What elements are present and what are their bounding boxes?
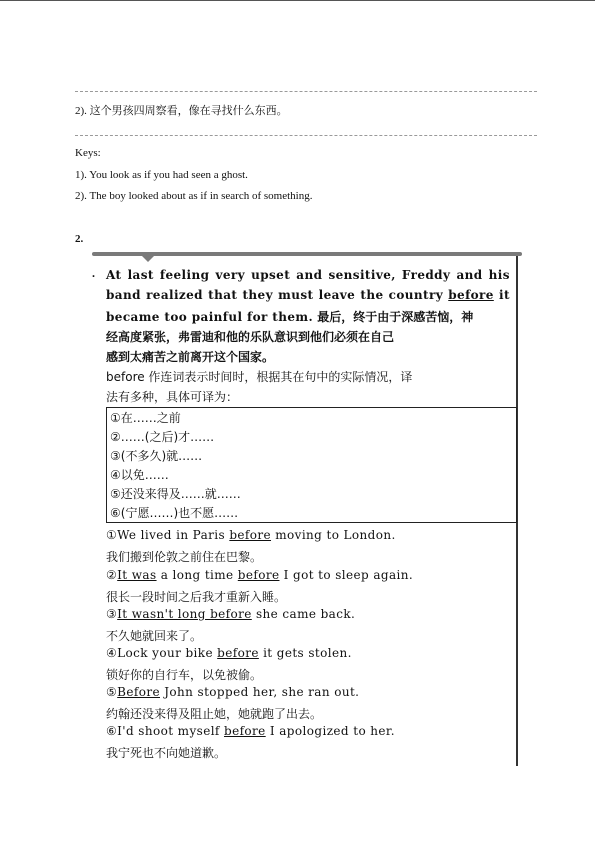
example-number: ② [106,568,118,582]
meaning-item: ⑥(宁愿……)也不愿…… [110,506,239,520]
intro-line-3 [106,308,510,325]
intro-line-3-cn: 最后，终于由于深感苦恼，神 [317,310,474,324]
example-en [106,646,510,660]
example-cn: 不久她就回来了。 [106,629,203,643]
grammar-note-card [92,250,522,770]
meaning-item: ①在……之前 [110,411,181,425]
intro-word: sensitive, [328,268,396,282]
intro-word: Freddy [401,268,451,282]
card-bullet: . [92,266,95,280]
intro-word: his [488,268,510,282]
intro-word: they [242,288,273,302]
page-top-rule [0,0,595,1]
keys-label: Keys: [75,147,101,159]
meaning-item: ③(不多久)就…… [110,449,203,463]
intro-line-5: 感到太痛苦之前离开这个国家。 [106,350,275,364]
example-text: moving to London. [271,528,396,542]
example-text: I'd shoot myself [117,724,224,738]
meaning-item: ④以免…… [110,468,169,482]
example-en [106,528,510,542]
example-underlined: before [237,568,280,582]
intro-word: must [278,288,314,302]
meaning-item: ②……(之后)才…… [110,430,215,444]
example-en [106,568,510,582]
card-top-bar [92,252,522,256]
example-number: ③ [106,607,118,621]
intro-word: and [296,268,323,282]
example-en [106,685,510,699]
intro-word: leave [318,288,356,302]
intro-word: band [106,288,141,302]
key-answer-2: 2). The boy looked about as if in search of something. [75,190,313,202]
intro-word: very [215,268,245,282]
example-text: I got to sleep again. [279,568,414,582]
intro-word: and [456,268,483,282]
example-cn: 我宁死也不向她道歉。 [106,746,227,760]
intro-line-1 [106,268,510,282]
exercise-item-2: 2). 这个男孩四周察看，像在寻找什么东西。 [75,105,288,117]
example-text: We lived in Paris [117,528,230,542]
intro-line-3-en: became too painful for them. [106,310,314,324]
answer-line [75,91,537,92]
example-en [106,607,510,621]
key-answer-1: 1). You look as if you had seen a ghost. [75,169,248,181]
example-cn: 我们搬到伦敦之前住在巴黎。 [106,550,263,564]
example-underlined: before [217,646,259,660]
intro-word: upset [251,268,291,282]
example-text: I apologized to her. [265,724,395,738]
intro-word: that [208,288,238,302]
example-text: Lock your bike [117,646,218,660]
intro-line-4: 经高度紧张，弗雷迪和他的乐队意识到他们必须在自己 [106,330,395,344]
explain-line-2: 法有多种，具体可译为： [106,390,239,404]
example-underlined: It was [117,568,157,582]
example-number: ⑥ [106,724,118,738]
intro-word: last [127,268,154,282]
meaning-item: ⑤还没来得及……就…… [110,487,241,501]
card-notch [142,256,154,262]
section-number: 2. [75,233,84,245]
answer-line [75,135,537,136]
example-underlined: before [224,724,266,738]
intro-word: realized [146,288,203,302]
example-underlined: before [229,528,272,542]
example-text: it gets stolen. [258,646,352,660]
intro-line-2 [106,288,510,302]
example-number: ⑤ [106,685,118,699]
intro-word: it [498,288,510,302]
example-number: ④ [106,646,118,660]
example-number: ① [106,528,118,542]
example-text: a long time [156,568,238,582]
example-cn: 很长一段时间之后我才重新入睡。 [106,590,287,604]
intro-word: feeling [159,268,210,282]
intro-word: before [448,288,494,302]
example-cn: 锁好你的自行车，以免被偷。 [106,668,263,682]
example-underlined: Before [117,685,160,699]
example-en [106,724,510,738]
intro-word: the [360,288,384,302]
intro-word: At [106,268,122,282]
example-text: John stopped her, she ran out. [160,685,360,699]
explain-line-1: before 作连词表示时间时，根据其在句中的实际情况，译 [106,370,413,384]
intro-word: country [388,288,444,302]
example-text: she came back. [251,607,356,621]
example-underlined: It wasn't long before [117,607,252,621]
meanings-box [106,407,517,523]
example-cn: 约翰还没来得及阻止她，她就跑了出去。 [106,707,323,721]
